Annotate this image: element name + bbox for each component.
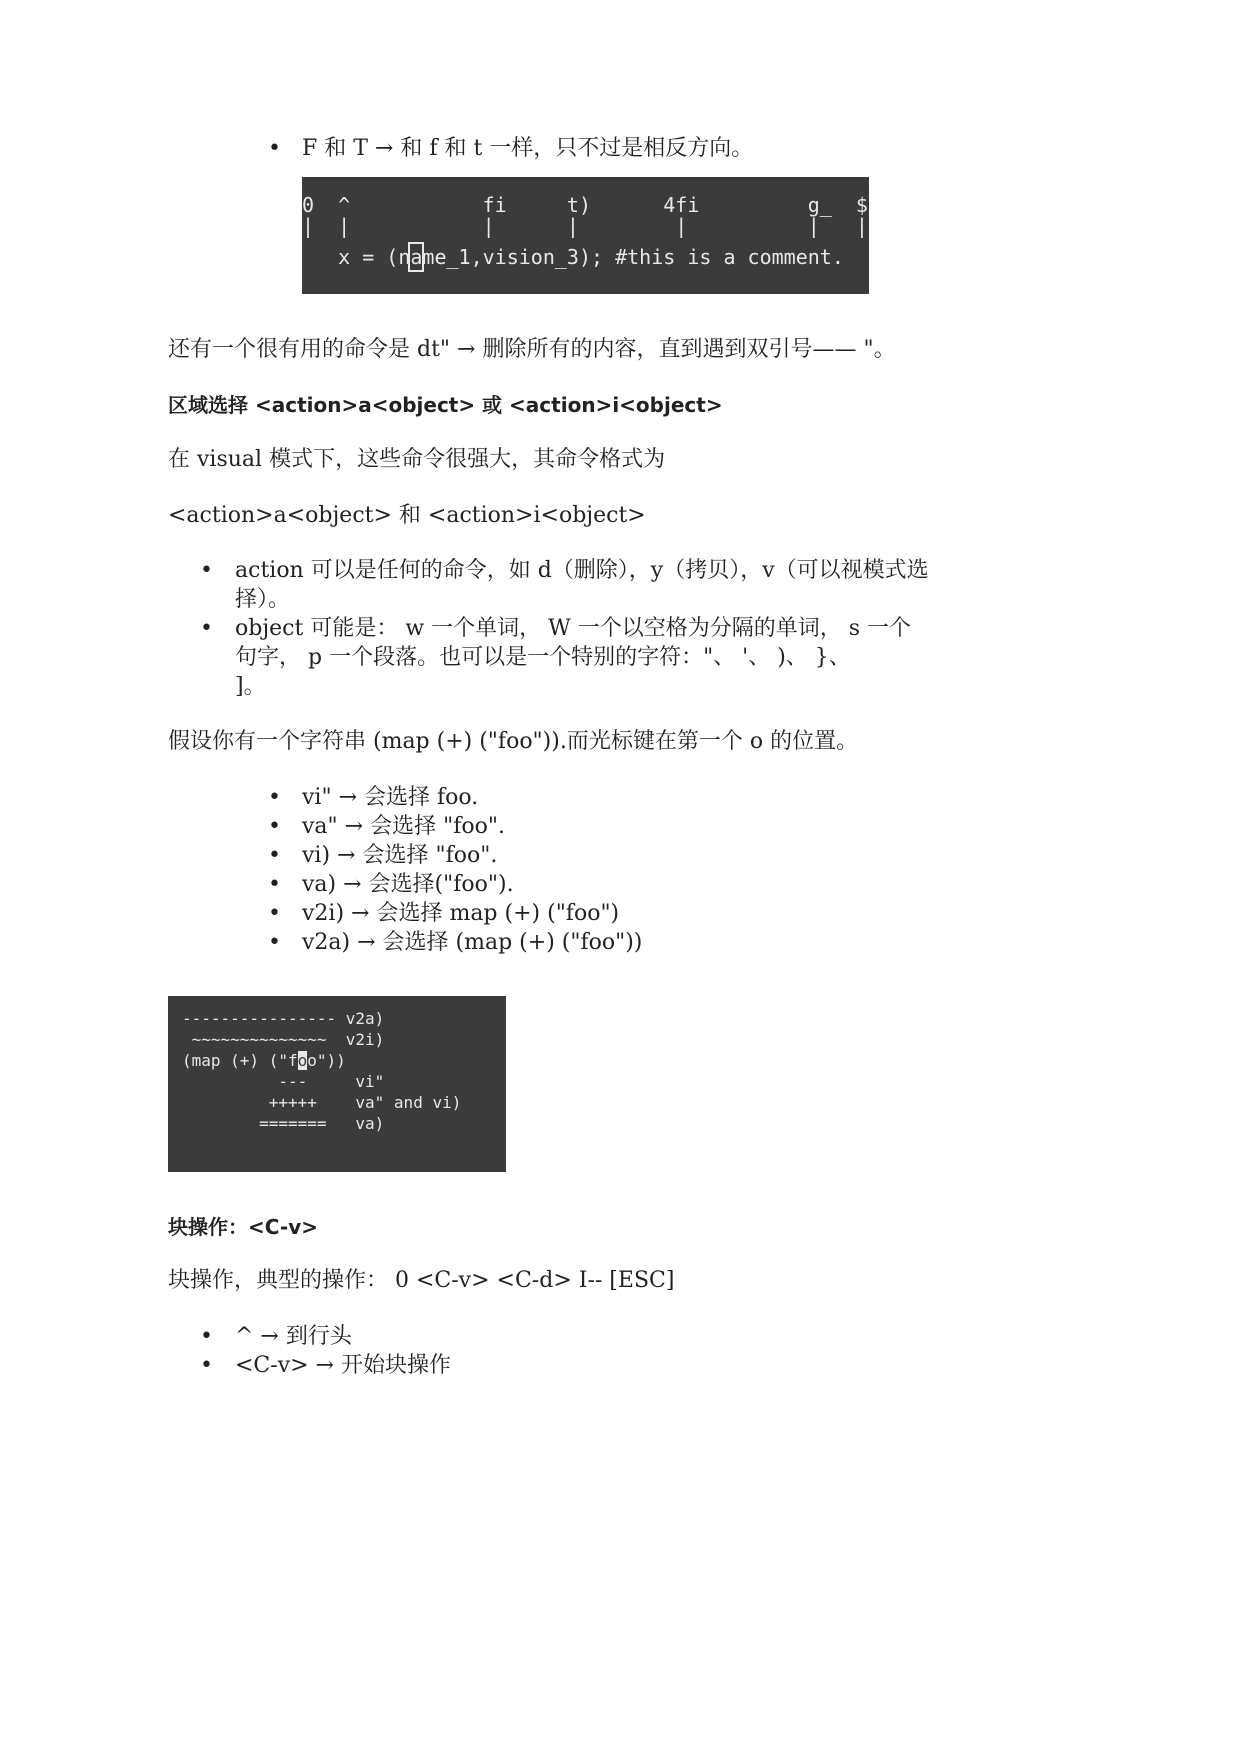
bullet-dot: • (268, 785, 281, 810)
terminal-row-vi: --- vi" (182, 1072, 385, 1091)
terminal-row-markers: 0 ^ fi t) 4fi g_ $ (302, 193, 868, 217)
terminal-row-code (182, 1050, 346, 1071)
bullet-dot: • (200, 558, 213, 583)
text-cursor: a (408, 242, 424, 272)
list-item-select: vi" → 会选择 foo. (302, 785, 479, 810)
paragraph-dt: 还有一个很有用的命令是 dt" → 删除所有的内容，直到遇到双引号—— "。 (168, 337, 896, 362)
list-item-select: v2i) → 会选择 map (+) ("foo") (302, 901, 620, 926)
paragraph-format: <action>a<object> 和 <action>i<object> (168, 503, 646, 528)
paragraph-block: 块操作，典型的操作： 0 <C-v> <C-d> I-- [ESC] (168, 1268, 675, 1293)
text-cursor: o (297, 1051, 308, 1070)
terminal-screenshot-selection (168, 996, 506, 1172)
terminal-screenshot-motion (302, 177, 869, 294)
list-item-select: va" → 会选择 "foo". (302, 814, 505, 839)
list-item-action-line1: action 可以是任何的命令，如 d（删除），y（拷贝），v（可以视模式选 (235, 558, 929, 583)
list-item-block: ^ → 到行头 (235, 1324, 352, 1349)
bullet-dot: • (200, 1324, 213, 1349)
bullet-dot: • (268, 872, 281, 897)
code-after-cursor: o")) (307, 1051, 346, 1070)
terminal-row-v2i: ~~~~~~~~~~~~~~ v2i) (182, 1030, 385, 1049)
terminal-row-va-paren: ======= va) (182, 1114, 385, 1133)
list-item-object-line2: 句字， p 一个段落。也可以是一个特别的字符："、 '、 )、 }、 (235, 645, 851, 670)
code-before-cursor: x = (n (302, 245, 411, 269)
bullet-dot: • (268, 930, 281, 955)
list-item-ft: F 和 T → 和 f 和 t 一样，只不过是相反方向。 (302, 136, 754, 161)
code-before-cursor: (map (+) ("f (182, 1051, 298, 1070)
list-item-select: va) → 会选择("foo"). (302, 872, 514, 897)
list-item-action-line2: 择）。 (235, 587, 291, 612)
code-after-cursor: me_1,vision_3); #this is a comment. (422, 245, 844, 269)
heading-block-op: 块操作：<C-v> (168, 1215, 318, 1239)
list-item-block: <C-v> → 开始块操作 (235, 1353, 451, 1378)
list-item-select: v2a) → 会选择 (map (+) ("foo")) (302, 930, 643, 955)
heading-region-select: 区域选择 <action>a<object> 或 <action>i<object> (168, 393, 723, 417)
bullet-dot: • (268, 843, 281, 868)
bullet-dot: • (200, 1353, 213, 1378)
terminal-code-line (302, 244, 844, 270)
bullet-dot: • (268, 901, 281, 926)
terminal-row-pipes: | | | | | | | (302, 214, 868, 238)
terminal-row-v2a: ---------------- v2a) (182, 1009, 385, 1028)
bullet-dot: • (268, 814, 281, 839)
list-item-object-line1: object 可能是： w 一个单词， W 一个以空格为分隔的单词， s 一个 (235, 616, 912, 641)
terminal-row-va: +++++ va" and vi) (182, 1093, 462, 1112)
paragraph-string: 假设你有一个字符串 (map (+) ("foo")).而光标键在第一个 o 的位置。 (168, 729, 859, 754)
list-item-object-line3: ]。 (235, 674, 266, 699)
paragraph-visual: 在 visual 模式下，这些命令很强大，其命令格式为 (168, 447, 666, 472)
list-item-select: vi) → 会选择 "foo". (302, 843, 498, 868)
bullet-dot: • (268, 136, 281, 161)
bullet-dot: • (200, 616, 213, 641)
